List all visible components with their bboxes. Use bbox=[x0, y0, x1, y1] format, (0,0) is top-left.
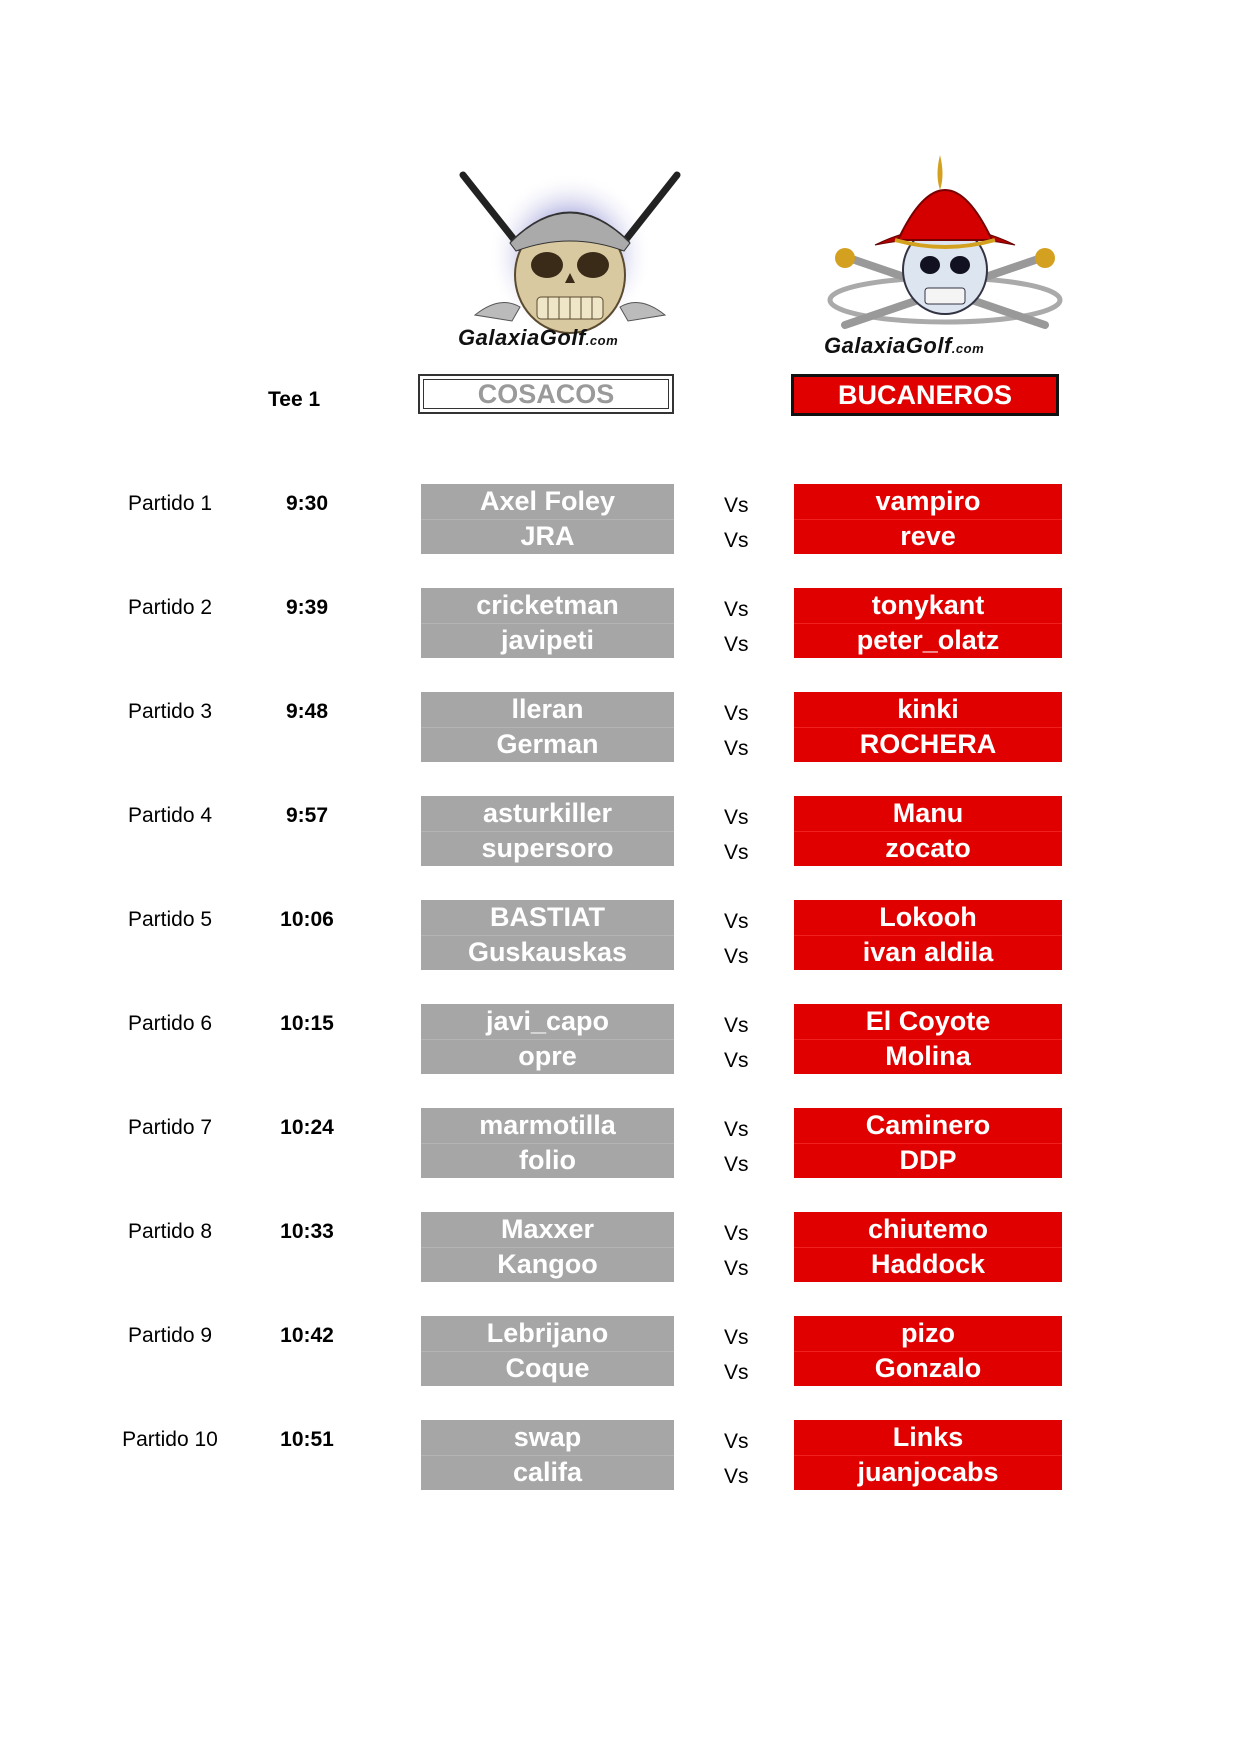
right-player: Molina bbox=[885, 1041, 971, 1072]
left-players bbox=[421, 1316, 674, 1386]
left-player: JRA bbox=[520, 521, 575, 552]
team-bucaneros-header: BUCANEROS bbox=[791, 374, 1059, 416]
vs-label: Vs bbox=[724, 529, 749, 552]
vs-label: Vs bbox=[724, 1118, 749, 1141]
match-time: 9:30 bbox=[285, 492, 329, 515]
left-player: BASTIAT bbox=[421, 900, 674, 936]
match-label: Partido 7 bbox=[127, 1116, 213, 1139]
right-player: peter_olatz bbox=[856, 625, 1000, 656]
right-player: Caminero bbox=[794, 1108, 1062, 1144]
vs-label: Vs bbox=[724, 841, 749, 864]
left-player: Kangoo bbox=[497, 1249, 598, 1280]
vs-label: Vs bbox=[724, 1222, 749, 1245]
left-players bbox=[421, 1420, 674, 1490]
right-player: Haddock bbox=[870, 1249, 986, 1280]
left-player: marmotilla bbox=[421, 1108, 674, 1144]
left-player: javi_capo bbox=[421, 1004, 674, 1040]
team-cosacos-header: COSACOS bbox=[418, 374, 674, 414]
tee-label: Tee 1 bbox=[268, 388, 321, 411]
right-player: El Coyote bbox=[794, 1004, 1062, 1040]
vs-label: Vs bbox=[724, 1257, 749, 1280]
vs-label: Vs bbox=[724, 910, 749, 933]
right-players bbox=[794, 588, 1062, 658]
left-player: asturkiller bbox=[421, 796, 674, 832]
match-time: 10:06 bbox=[280, 908, 334, 931]
match-time: 9:57 bbox=[285, 804, 329, 827]
left-players bbox=[421, 796, 674, 866]
vs-label: Vs bbox=[724, 1014, 749, 1037]
vs-label: Vs bbox=[724, 1326, 749, 1349]
left-players bbox=[421, 1004, 674, 1074]
match-time: 10:42 bbox=[280, 1324, 334, 1347]
left-player: opre bbox=[518, 1041, 577, 1072]
left-player: folio bbox=[519, 1145, 576, 1176]
left-player: Lebrijano bbox=[421, 1316, 674, 1352]
right-players bbox=[794, 1420, 1062, 1490]
vs-label: Vs bbox=[724, 806, 749, 829]
match-time: 10:15 bbox=[280, 1012, 334, 1035]
left-player: Axel Foley bbox=[421, 484, 674, 520]
left-players bbox=[421, 692, 674, 762]
match-label: Partido 10 bbox=[122, 1428, 218, 1451]
right-player: ROCHERA bbox=[859, 729, 997, 760]
vs-label: Vs bbox=[724, 633, 749, 656]
left-player: javipeti bbox=[500, 625, 595, 656]
vs-label: Vs bbox=[724, 1430, 749, 1453]
right-players bbox=[794, 900, 1062, 970]
vs-label: Vs bbox=[724, 1361, 749, 1384]
vs-label: Vs bbox=[724, 494, 749, 517]
match-time: 10:33 bbox=[280, 1220, 334, 1243]
left-player: Guskauskas bbox=[467, 937, 628, 968]
match-row bbox=[0, 1316, 1240, 1388]
right-player: juanjocabs bbox=[857, 1457, 999, 1488]
left-players bbox=[421, 900, 674, 970]
right-player: pizo bbox=[794, 1316, 1062, 1352]
match-row bbox=[0, 1420, 1240, 1492]
right-player: ivan aldila bbox=[862, 937, 994, 968]
match-label: Partido 2 bbox=[127, 596, 213, 619]
brand-right: GalaxiaGolf.com bbox=[824, 333, 985, 358]
vs-label: Vs bbox=[724, 1049, 749, 1072]
vs-label: Vs bbox=[724, 1153, 749, 1176]
left-players bbox=[421, 1108, 674, 1178]
right-player: Lokooh bbox=[794, 900, 1062, 936]
right-player: Gonzalo bbox=[874, 1353, 982, 1384]
match-time: 9:48 bbox=[285, 700, 329, 723]
left-players bbox=[421, 484, 674, 554]
match-row bbox=[0, 1004, 1240, 1076]
left-player: califa bbox=[512, 1457, 583, 1488]
right-player: tonykant bbox=[794, 588, 1062, 624]
right-players bbox=[794, 692, 1062, 762]
left-player: lleran bbox=[421, 692, 674, 728]
right-players bbox=[794, 1212, 1062, 1282]
right-player: DDP bbox=[899, 1145, 957, 1176]
right-players bbox=[794, 1108, 1062, 1178]
right-player: Manu bbox=[794, 796, 1062, 832]
match-row bbox=[0, 796, 1240, 868]
right-player: chiutemo bbox=[794, 1212, 1062, 1248]
left-player: cricketman bbox=[421, 588, 674, 624]
left-player: supersoro bbox=[481, 833, 614, 864]
match-time: 10:51 bbox=[280, 1428, 334, 1451]
match-label: Partido 8 bbox=[127, 1220, 213, 1243]
left-players bbox=[421, 588, 674, 658]
right-players bbox=[794, 1004, 1062, 1074]
vs-label: Vs bbox=[724, 737, 749, 760]
brand-left: GalaxiaGolf.com bbox=[458, 325, 619, 350]
match-row bbox=[0, 588, 1240, 660]
match-row bbox=[0, 484, 1240, 556]
left-player: swap bbox=[421, 1420, 674, 1456]
vs-label: Vs bbox=[724, 598, 749, 621]
right-player: Links bbox=[794, 1420, 1062, 1456]
match-time: 10:24 bbox=[280, 1116, 334, 1139]
right-player: reve bbox=[900, 521, 956, 552]
vs-label: Vs bbox=[724, 945, 749, 968]
right-players bbox=[794, 1316, 1062, 1386]
left-player: Coque bbox=[505, 1353, 590, 1384]
vs-label: Vs bbox=[724, 1465, 749, 1488]
match-row bbox=[0, 1212, 1240, 1284]
left-player: German bbox=[496, 729, 599, 760]
right-player: kinki bbox=[794, 692, 1062, 728]
right-players bbox=[794, 796, 1062, 866]
vs-label: Vs bbox=[724, 702, 749, 725]
match-label: Partido 6 bbox=[127, 1012, 213, 1035]
right-player: vampiro bbox=[794, 484, 1062, 520]
match-row bbox=[0, 692, 1240, 764]
match-label: Partido 3 bbox=[127, 700, 213, 723]
match-label: Partido 9 bbox=[127, 1324, 213, 1347]
match-label: Partido 4 bbox=[127, 804, 213, 827]
match-label: Partido 1 bbox=[127, 492, 213, 515]
left-player: Maxxer bbox=[421, 1212, 674, 1248]
match-row bbox=[0, 1108, 1240, 1180]
match-label: Partido 5 bbox=[127, 908, 213, 931]
match-time: 9:39 bbox=[285, 596, 329, 619]
left-players bbox=[421, 1212, 674, 1282]
right-player: zocato bbox=[885, 833, 971, 864]
right-players bbox=[794, 484, 1062, 554]
match-row bbox=[0, 900, 1240, 972]
